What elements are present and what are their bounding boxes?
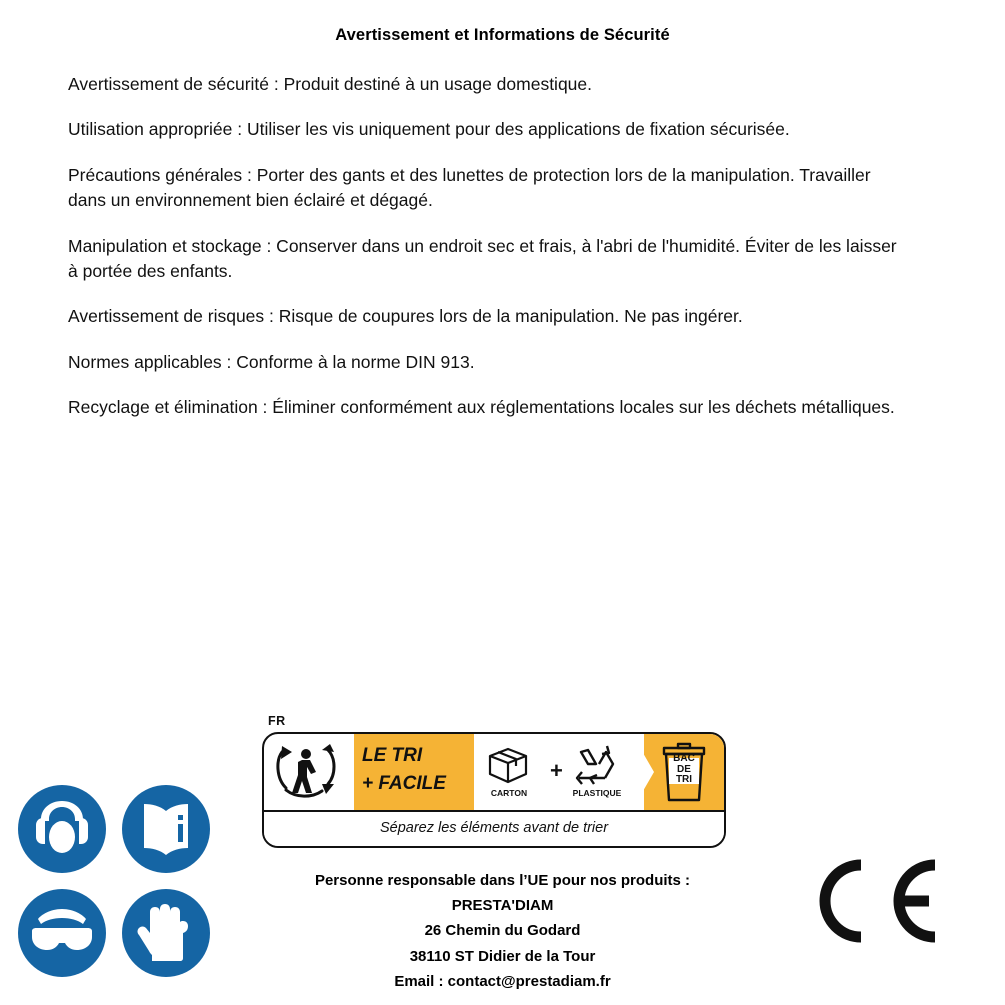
responsible-prefix: Personne responsable dans l’	[314, 872, 528, 889]
ce-mark-icon	[807, 851, 947, 951]
read-instructions-icon	[122, 785, 210, 873]
page-title: Avertissement et Informations de Sécurité	[335, 26, 670, 44]
tri-bin-label-line3: TRI	[675, 774, 693, 785]
ear-protection-icon	[18, 785, 106, 873]
tri-country-code: FR	[268, 714, 286, 728]
tri-label-box	[262, 732, 726, 848]
tri-slogan-line1: LE TRI	[362, 745, 423, 766]
paragraph-handling-storage: Manipulation et stockage : Conserver dans un endroit sec et frais, à l'abri de l'humidité. Éviter de les laisser à portée des enfants.	[68, 235, 897, 281]
tri-material-icons	[478, 738, 644, 808]
responsible-company: PRESTA'DIAM	[451, 897, 554, 915]
tri-label-top	[264, 734, 724, 810]
paragraph-proper-use: Utilisation appropriée : Utiliser les vis uniquement pour des applications de fixation sécurisée.	[68, 119, 790, 140]
tri-bin-label-line1: BAC	[673, 753, 695, 764]
responsible-address: 26 Chemin du Godard	[424, 922, 581, 940]
tri-plus-sign: +	[550, 758, 563, 783]
responsible-suffix: pour nos produits :	[548, 872, 691, 889]
paragraph-recycling-disposal: Recyclage et élimination : Éliminer conformément aux réglementations locales sur les déchets métalliques.	[68, 397, 895, 417]
responsible-email: Email : contact@prestadiam.fr	[394, 972, 611, 990]
safety-text-block	[68, 72, 908, 420]
tri-bin-label-line2: DE	[677, 763, 691, 775]
triman-icon	[272, 740, 352, 804]
tri-footer-text: Séparez les éléments avant de trier	[264, 810, 724, 846]
tri-slogan-line2: + FACILE	[362, 772, 446, 794]
paragraph-safety-warning: Avertissement de sécurité : Produit destiné à un usage domestique.	[68, 74, 593, 94]
responsible-city: 38110 ST Didier de la Tour	[409, 947, 596, 965]
triman-recycling-label	[262, 714, 724, 844]
tri-caption-plastique: PLASTIQUE	[572, 788, 622, 798]
responsible-eu: UE	[527, 872, 549, 889]
paragraph-risk-warning: Avertissement de risques : Risque de coupures lors de la manipulation. Ne pas ingérer.	[68, 306, 743, 327]
tri-slogan	[362, 742, 472, 797]
paragraph-general-precautions: Précautions générales : Porter des gants et des lunettes de protection lors de la manipulation. Travailler dans un environnement bien éclairé et dégagé.	[68, 164, 871, 211]
tri-caption-carton: CARTON	[490, 788, 528, 798]
tri-bin-label	[660, 754, 708, 786]
paragraph-applicable-standards: Normes applicables : Conforme à la norme DIN 913.	[68, 351, 475, 372]
